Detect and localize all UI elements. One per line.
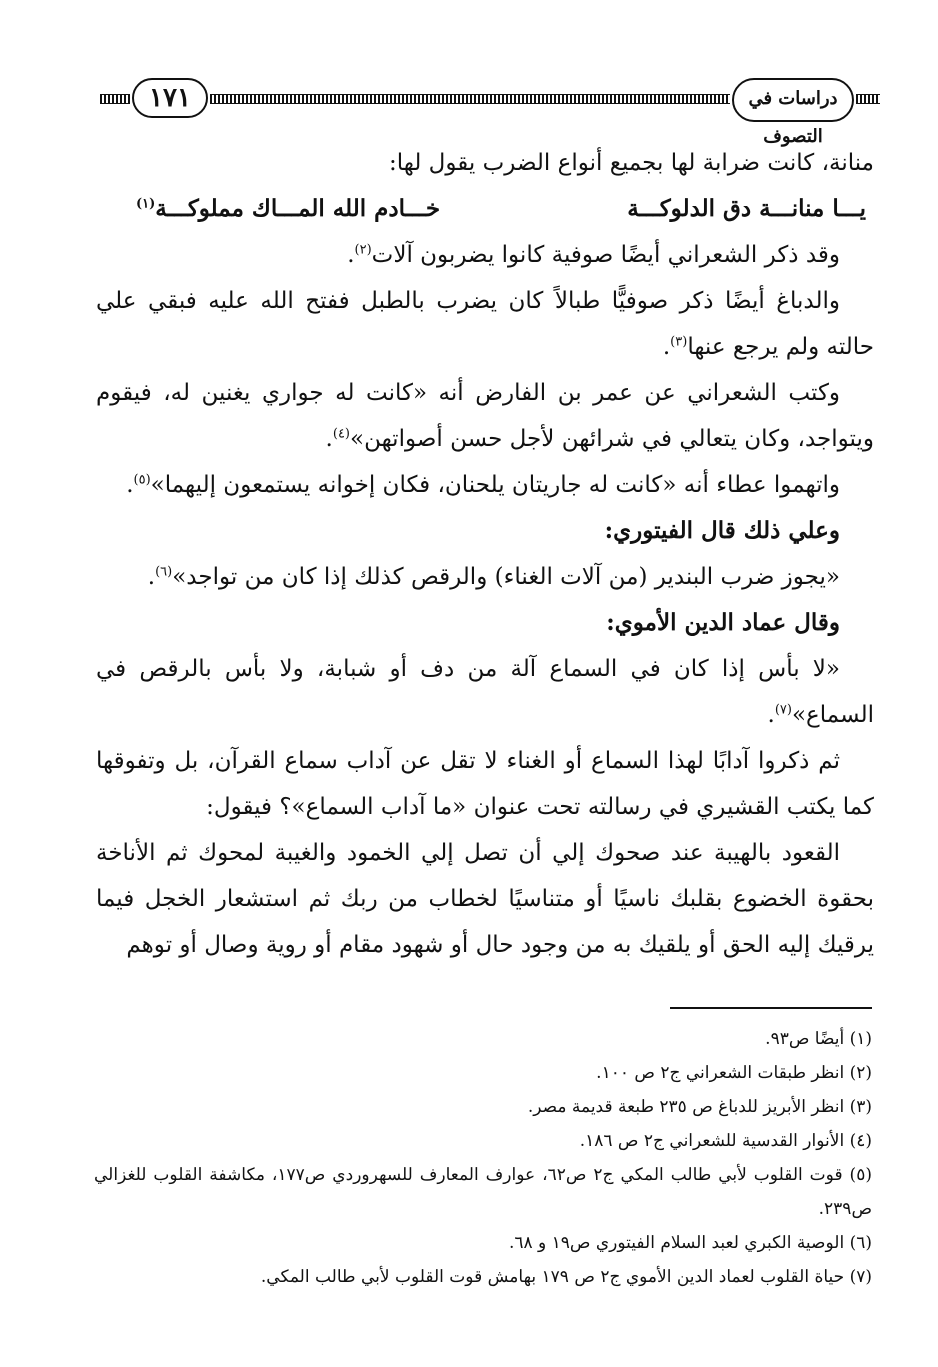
paragraph-9-text: «لا بأس إذا كان في السماع آلة من دف أو شبابة، ولا بأس بالرقص في السماع»: [96, 656, 874, 728]
header-rule-middle: [210, 94, 730, 104]
footnote-ref-4: (٤): [332, 426, 350, 442]
paragraph-6-heading: وعلي ذلك قال الفيتوري:: [604, 517, 840, 544]
verse: [96, 186, 874, 232]
paragraph-9-quote: «لا بأس إذا كان في السماع آلة من دف أو شبابة، ولا بأس بالرقص في السماع»$^{(٧)}$.: [96, 656, 874, 728]
footnote-5: (٥) قوت القلوب لأبي طالب المكي ج٢ ص٦٢، عوارف المعارف للسهروردي ص١٧٧، مكاشفة القلوب للغزالي ص٢٣٩.: [94, 1165, 872, 1219]
paragraph-7-quote: «يجوز ضرب البندير (من آلات الغناء) والرقص كذلك إذا كان من تواجد»$^{(٦)}$.: [147, 564, 840, 590]
paragraph-1-text: منانة، كانت ضرابة لها بجميع أنواع الضرب يقول لها:: [388, 150, 874, 176]
footnotes: [94, 1022, 872, 1294]
paragraph-5-text: واتهموا عطاء أنه «كانت له جاريتان يلحنان، فكان إخوانه يستمعون إليهما»: [150, 472, 840, 498]
paragraph-2: وقد ذكر الشعراني أيضًا صوفية كانوا يضربون آلات$^{(٢)}$.: [347, 242, 840, 268]
footnote-1: (١) أيضًا ص٩٣.: [765, 1029, 872, 1049]
paragraph-4: وكتب الشعراني عن عمر بن الفارض أنه «كانت له جواري يغنين له، فيقوم ويتواجد، وكان يتعالي في شرائهن لأجل حسن أصواتهن»$^{(٤)}$.: [96, 380, 874, 452]
footnote-ref-3: (٣): [670, 334, 688, 350]
footnote-7: (٧) حياة القلوب لعماد الدين الأموي ج٢ ص ١٧٩ بهامش قوت القلوب لأبي طالب المكي.: [260, 1267, 872, 1287]
paragraph-5: واتهموا عطاء أنه «كانت له جاريتان يلحنان، فكان إخوانه يستمعون إليهما»$^{(٥)}$.: [126, 472, 840, 498]
footnote-6: (٦) الوصية الكبري لعبد السلام الفيتوري ص١٩ و ٦٨.: [508, 1233, 872, 1253]
running-title: دراسات في التصوف: [732, 78, 854, 122]
verse-hemistich-left: [136, 186, 440, 232]
header-rule-right: [856, 94, 880, 104]
footnote-ref-7: (٧): [774, 702, 792, 718]
paragraph-3-text: والدباغ أيضًا ذكر صوفيًّا طبالاً كان يضرب بالطبل ففتح الله عليه فبقي علي حالته ولم يرجع عنها: [96, 288, 874, 360]
footnote-ref-1: (١): [136, 196, 156, 212]
footnote-2: (٢) انظر طبقات الشعراني ج٢ ص ١٠٠.: [596, 1063, 872, 1083]
page-header: [100, 76, 880, 147]
paragraph-8-heading: وقال عماد الدين الأموي:: [606, 609, 840, 636]
header-rule-left: [100, 94, 130, 104]
verse-hemistich-left-text: خـــادم الله المـــاك مملوكـــة: [155, 195, 441, 222]
footnote-3: (٣) انظر الأبريز للدباغ ص ٢٣٥ طبعة قديمة مصر.: [527, 1097, 872, 1117]
footnote-4: (٤) الأنوار القدسية للشعراني ج٢ ص ١٨٦.: [579, 1131, 872, 1151]
footnote-ref-6: (٦): [155, 564, 173, 580]
footnote-ref-2: (٢): [354, 242, 372, 258]
paragraph-1: [96, 140, 874, 186]
verse-hemistich-right: يـــا منانـــة دق الدلوكـــة: [627, 195, 866, 222]
footnote-separator: [670, 1007, 872, 1009]
paragraph-7-text: «يجوز ضرب البندير (من آلات الغناء) والرقص كذلك إذا كان من تواجد»: [172, 564, 840, 590]
footnote-ref-5: (٥): [133, 472, 151, 488]
page-number: ١٧١: [132, 78, 208, 118]
paragraph-11: القعود بالهيبة عند صحوك إلي أن تصل إلي الخمود والغيبة لمحوك ثم الأناخة بحقوة الخضوع بقلبك ناسيًا أو متناسيًا لخطاب من ربك ثم استشعار الخجل فيما يرقيك إليه الحق أو يلقيك به من وجود حال أو شهود مقام أو روية وصال أو توهم: [96, 840, 874, 958]
paragraph-4-text: وكتب الشعراني عن عمر بن الفارض أنه «كانت له جواري يغنين له، فيقوم ويتواجد، وكان يتعالي في شرائهن لأجل حسن أصواتهن»: [96, 380, 874, 452]
paragraph-10: ثم ذكروا آدابًا لهذا السماع أو الغناء لا تقل عن آداب سماع القرآن، بل وتفوقها كما يكتب القشيري في رسالته تحت عنوان «ما آداب السماع»؟ فيقول:: [96, 748, 874, 820]
main-text: [96, 140, 874, 968]
paragraph-3: والدباغ أيضًا ذكر صوفيًّا طبالاً كان يضرب بالطبل ففتح الله عليه فبقي علي حالته ولم يرجع عنها$^{(٣)}$.: [96, 288, 874, 360]
paragraph-2-text: وقد ذكر الشعراني أيضًا صوفية كانوا يضربون آلات: [371, 242, 840, 268]
